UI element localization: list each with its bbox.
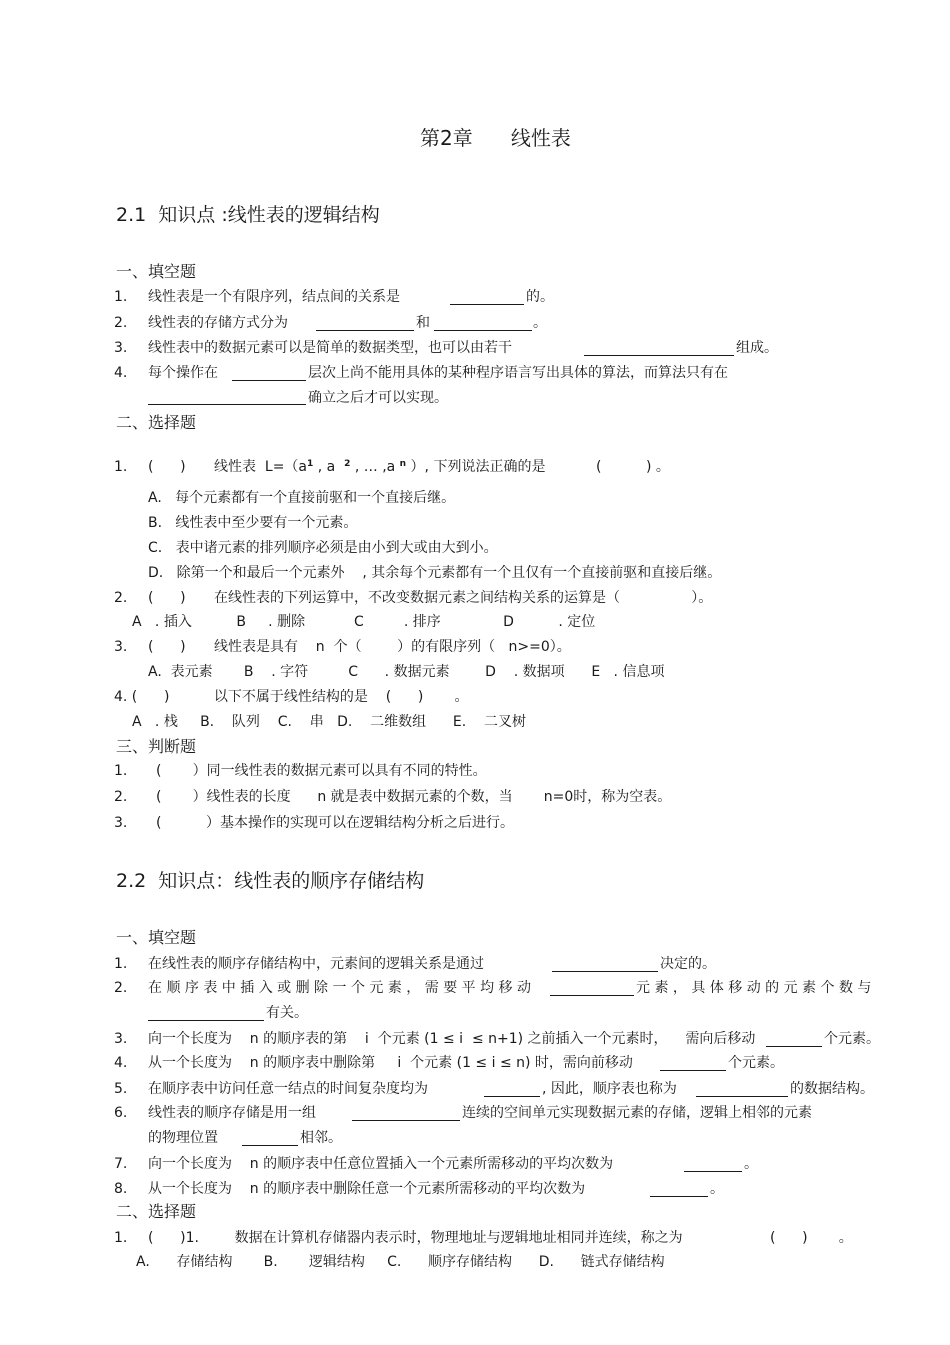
question-text: 决定的。 [660,956,716,972]
chapter-title: 第2章 线性表 [420,126,571,150]
answer-blank[interactable] [148,390,306,405]
question-text: 。 [744,1156,758,1172]
question-text: 和 [416,315,430,331]
options-row: A . 栈 B. 队列 C. 串 D. 二维数组 E. 二叉树 [132,714,526,730]
answer-blank[interactable] [434,316,532,331]
fill-heading-2: 一、填空题 [116,928,197,947]
question-text: 向一个长度为 n 的顺序表中任意位置插入一个元素所需移动的平均次数为 [148,1156,614,1172]
subscript: 1 [307,459,314,469]
answer-blank[interactable] [242,1131,298,1146]
question-text: 有关。 [266,1005,308,1021]
question-number: 5. [114,1081,128,1097]
question-text: 相邻。 [300,1130,342,1146]
question-number: 3. [114,340,128,356]
question-number: 4. [114,365,128,381]
answer-blank[interactable] [766,1032,822,1047]
question-text: 。 [710,1181,724,1197]
question-text: 确立之后才可以实现。 [308,390,448,406]
options-row: A. 表元素 B . 字符 C . 数据元素 D . 数据项 E . 信息项 [148,664,665,680]
answer-blank[interactable] [316,316,414,331]
answer-blank[interactable] [552,957,658,972]
question-number: 7. [114,1156,128,1172]
question-text: 。 [533,315,547,331]
question-number: 8. [114,1181,128,1197]
question-text: 每个操作在 [148,365,218,381]
question-text: 元 素 ， 具 体 移 动 的 元 素 个 数 与 [636,980,872,996]
question-text: 线性表中的数据元素可以是简单的数据类型，也可以由若干 [148,340,512,356]
answer-blank[interactable] [650,1182,708,1197]
question-text: 线性表是具有 n 个（ ）的有限序列（ n>=0）。 [214,639,571,655]
question-number: 1. [114,1230,128,1246]
answer-blank[interactable] [660,1056,726,1071]
question-text: 的物理位置 [148,1130,218,1146]
answer-paren: ( ) 。 [770,1230,853,1246]
question-number: 3. [114,639,128,655]
question-number: 6. [114,1105,128,1121]
question-text: 个元素。 [824,1031,880,1047]
question-number: 3. [114,815,128,831]
question-text: 的数据结构。 [790,1081,874,1097]
question-text: 的。 [526,289,554,305]
option-c: C. 表中诸元素的排列顺序必须是由小到大或由大到小。 [148,540,498,556]
question-text: , 因此，顺序表也称为 [542,1081,677,1097]
question-number: 2. [114,980,128,996]
question-text: 线性表是一个有限序列，结点间的关系是 [148,289,400,305]
question-text: 组成。 [736,340,778,356]
question-text: 从一个长度为 n 的顺序表中删除第 i 个元素 (1 ≤ i ≤ n) 时，需向前移动 [148,1055,633,1071]
question-text: 线性表的存储方式分为 [148,315,288,331]
options-row: A . 插入 B . 删除 C . 排序 D . 定位 [132,614,596,630]
question-number: 4. [114,1055,128,1071]
subscript: n [399,459,407,469]
question-text [214,458,545,478]
question-text-part: 线性表 L=（a [214,459,308,475]
question-number: 2. [114,789,128,805]
question-text-part: ）, 下列说法正确的是 [406,459,546,475]
answer-blank[interactable] [352,1106,460,1121]
answer-paren: ( ) [148,639,186,655]
answer-blank[interactable] [684,1157,742,1172]
question-text: 个元素。 [728,1055,784,1071]
answer-paren: ( ) [148,590,186,606]
question-number: 1. [114,956,128,972]
question-text: 层次上尚不能用具体的某种程序语言写出具体的算法，而算法只有在 [308,365,728,381]
question-text: 连续的空间单元实现数据元素的存储，逻辑上相邻的元素 [462,1105,812,1121]
question-text: ( ）线性表的长度 n 就是表中数据元素的个数，当 n=0时，称为空表。 [156,789,672,805]
options-row: A. 存储结构 B. 逻辑结构 C. 顺序存储结构 D. 链式存储结构 [136,1254,665,1270]
answer-blank[interactable] [232,366,306,381]
option-b: B. 线性表中至少要有一个元素。 [148,515,358,531]
answer-blank[interactable] [550,981,634,996]
question-number: 1. [114,763,128,779]
answer-paren: ( ) 。 [596,459,670,475]
question-line: 4. ( ) 以下不属于线性结构的是 ( ) 。 [114,689,469,705]
question-text: 在 顺 序 表 中 插 入 或 删 除 一 个 元 素 ， 需 要 平 均 移 动 [148,980,532,996]
choice-heading-1: 二、选择题 [116,413,197,432]
question-text: 在顺序表中访问任意一结点的时间复杂度均为 [148,1081,428,1097]
question-text: ( )1. 数据在计算机存储器内表示时，物理地址与逻辑地址相同并连续，称之为 [148,1230,683,1246]
question-number: 2. [114,590,128,606]
question-text-part: , a [313,459,345,475]
answer-paren: ( ) [148,459,186,475]
question-number: 1. [114,459,128,475]
question-text: ( ）基本操作的实现可以在逻辑结构分析之后进行。 [156,815,514,831]
answer-blank[interactable] [450,290,524,305]
section-heading-2-2: 2.2 知识点：线性表的顺序存储结构 [116,870,425,892]
answer-blank[interactable] [584,341,734,356]
section-heading-2-1: 2.1 知识点 :线性表的逻辑结构 [116,204,380,226]
option-a: A. 每个元素都有一个直接前驱和一个直接后继。 [148,490,456,506]
question-text: 线性表的顺序存储是用一组 [148,1105,316,1121]
question-text: 从一个长度为 n 的顺序表中删除任意一个元素所需移动的平均次数为 [148,1181,586,1197]
answer-blank[interactable] [696,1082,788,1097]
question-text: 在线性表的下列运算中，不改变数据元素之间结构关系的运算是（ ）。 [214,590,713,606]
question-number: 3. [114,1031,128,1047]
judge-heading: 三、判断题 [116,737,197,756]
question-number: 1. [114,289,128,305]
choice-heading-2: 二、选择题 [116,1202,197,1221]
option-d: D. 除第一个和最后一个元素外 , 其余每个元素都有一个且仅有一个直接前驱和直接后继。 [148,565,722,581]
question-text: 向一个长度为 n 的顺序表的第 i 个元素 (1 ≤ i ≤ n+1) 之前插入一个元素时， 需向后移动 [148,1031,756,1047]
question-number: 2. [114,315,128,331]
answer-blank[interactable] [148,1006,264,1021]
fill-heading-1: 一、填空题 [116,262,197,281]
question-text: 在线性表的顺序存储结构中，元素间的逻辑关系是通过 [148,956,484,972]
answer-blank[interactable] [484,1082,540,1097]
question-text: ( ）同一线性表的数据元素可以具有不同的特性。 [156,763,487,779]
question-text-part: , … ,a [350,459,400,475]
subscript: 2 [344,459,351,469]
